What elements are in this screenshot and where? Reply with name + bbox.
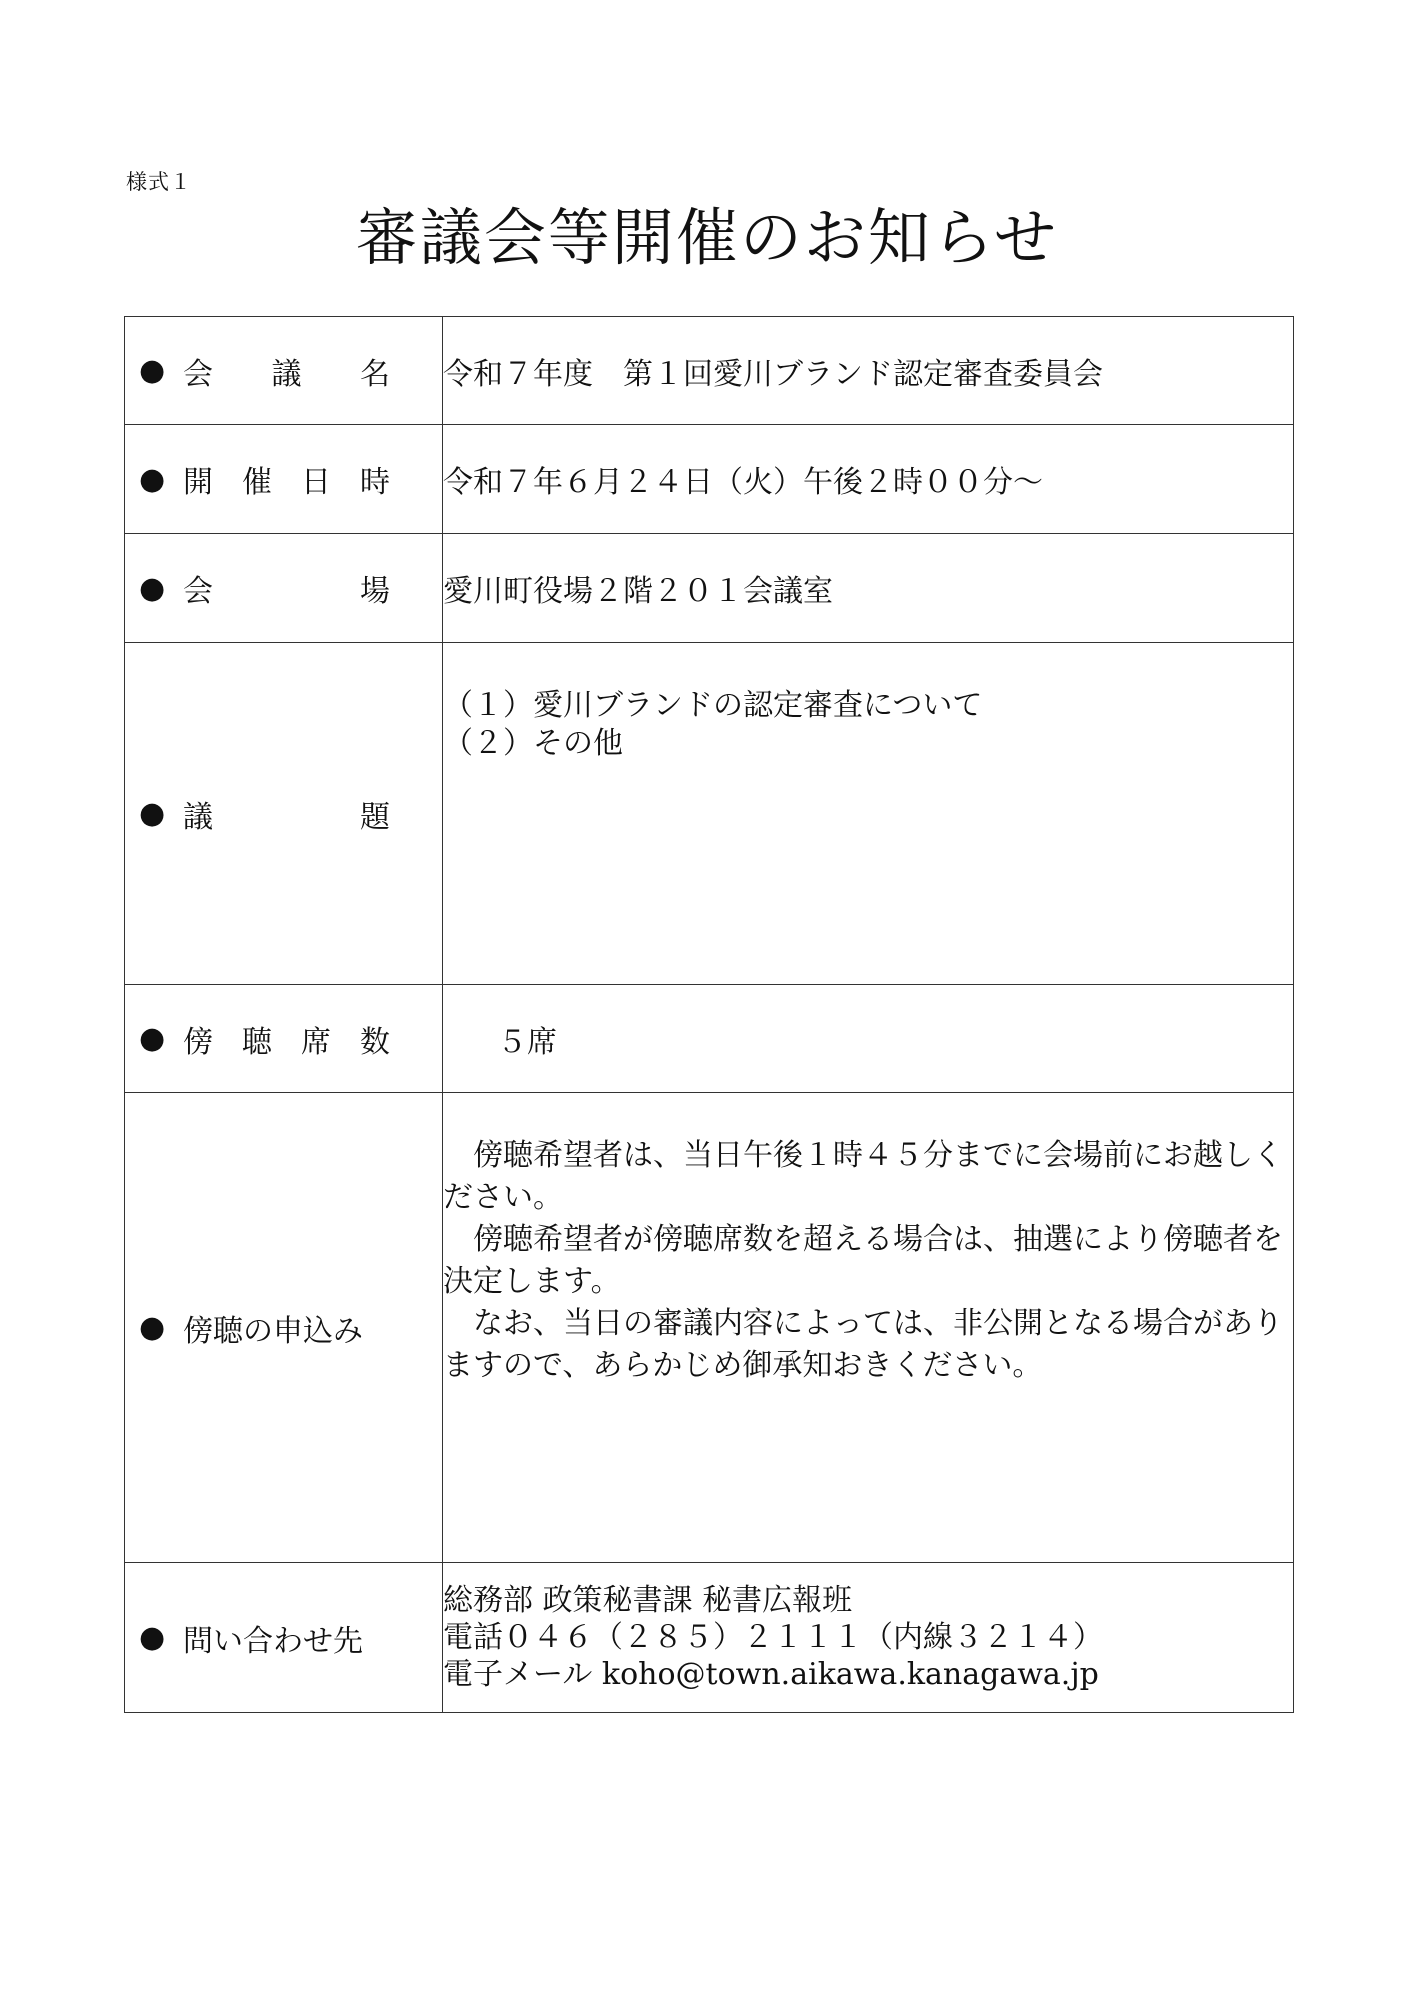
label-venue: 会 場 — [183, 574, 390, 609]
row-seats — [125, 985, 1294, 1093]
row-contact — [125, 1563, 1294, 1713]
notice-table — [124, 316, 1294, 1713]
contact-department: 総務部 政策秘書課 秘書広報班 — [443, 1583, 853, 1618]
label-cell — [125, 1563, 443, 1713]
agenda-list — [443, 643, 1294, 985]
note-paragraph: 傍聴希望者が傍聴席数を超える場合は、抽選により傍聴者を決定します。 — [443, 1222, 1283, 1299]
row-venue — [125, 534, 1294, 643]
label-cell — [125, 1093, 443, 1563]
label-meeting-name: 会 議 名 — [183, 356, 390, 392]
label-cell — [125, 985, 443, 1093]
application-notes — [443, 1093, 1294, 1563]
label-datetime: 開 催 日 時 — [183, 465, 390, 500]
contact-phone: 電話０４６（２８５）２１１１（内線３２１４） — [443, 1620, 1103, 1655]
label-cell — [125, 317, 443, 425]
label-application: 傍聴の申込み — [183, 1313, 363, 1349]
label-cell — [125, 534, 443, 643]
label-cell — [125, 643, 443, 985]
bullet-icon: ● — [139, 1021, 166, 1056]
agenda-item: （１）愛川ブランドの認定審査について — [443, 688, 983, 723]
contact-info — [443, 1563, 1294, 1713]
page-title: 審議会等開催のお知らせ — [355, 201, 1059, 274]
label-agenda: 議 題 — [183, 799, 390, 835]
meeting-name-value: 令和７年度 第１回愛川ブランド認定審査委員会 — [443, 317, 1294, 425]
row-meeting-name — [125, 317, 1294, 425]
note-paragraph: なお、当日の審議内容によっては、非公開となる場合がありますので、あらかじめ御承知おきください。 — [443, 1306, 1283, 1383]
contact-email[interactable]: 電子メール koho@town.aikawa.kanagawa.jp — [443, 1657, 1099, 1692]
form-number-label: 様式１ — [126, 170, 192, 194]
label-cell — [125, 425, 443, 534]
agenda-item: （２）その他 — [443, 726, 623, 761]
seats-value: ５席 — [443, 985, 1294, 1093]
datetime-value: 令和７年６月２４日（火）午後２時００分～ — [443, 425, 1294, 534]
row-application — [125, 1093, 1294, 1563]
label-seats: 傍 聴 席 数 — [183, 1024, 390, 1060]
bullet-icon: ● — [139, 461, 166, 497]
bullet-icon: ● — [139, 1620, 166, 1655]
row-datetime — [125, 425, 1294, 534]
note-paragraph: 傍聴希望者は、当日午後１時４５分までに会場前にお越しください。 — [443, 1138, 1283, 1215]
bullet-icon: ● — [139, 1310, 166, 1345]
bullet-icon: ● — [139, 353, 166, 388]
venue-value: 愛川町役場２階２０１会議室 — [443, 534, 1294, 643]
bullet-icon: ● — [139, 570, 166, 606]
label-contact: 問い合わせ先 — [183, 1623, 363, 1659]
row-agenda — [125, 643, 1294, 985]
bullet-icon: ● — [139, 796, 166, 831]
